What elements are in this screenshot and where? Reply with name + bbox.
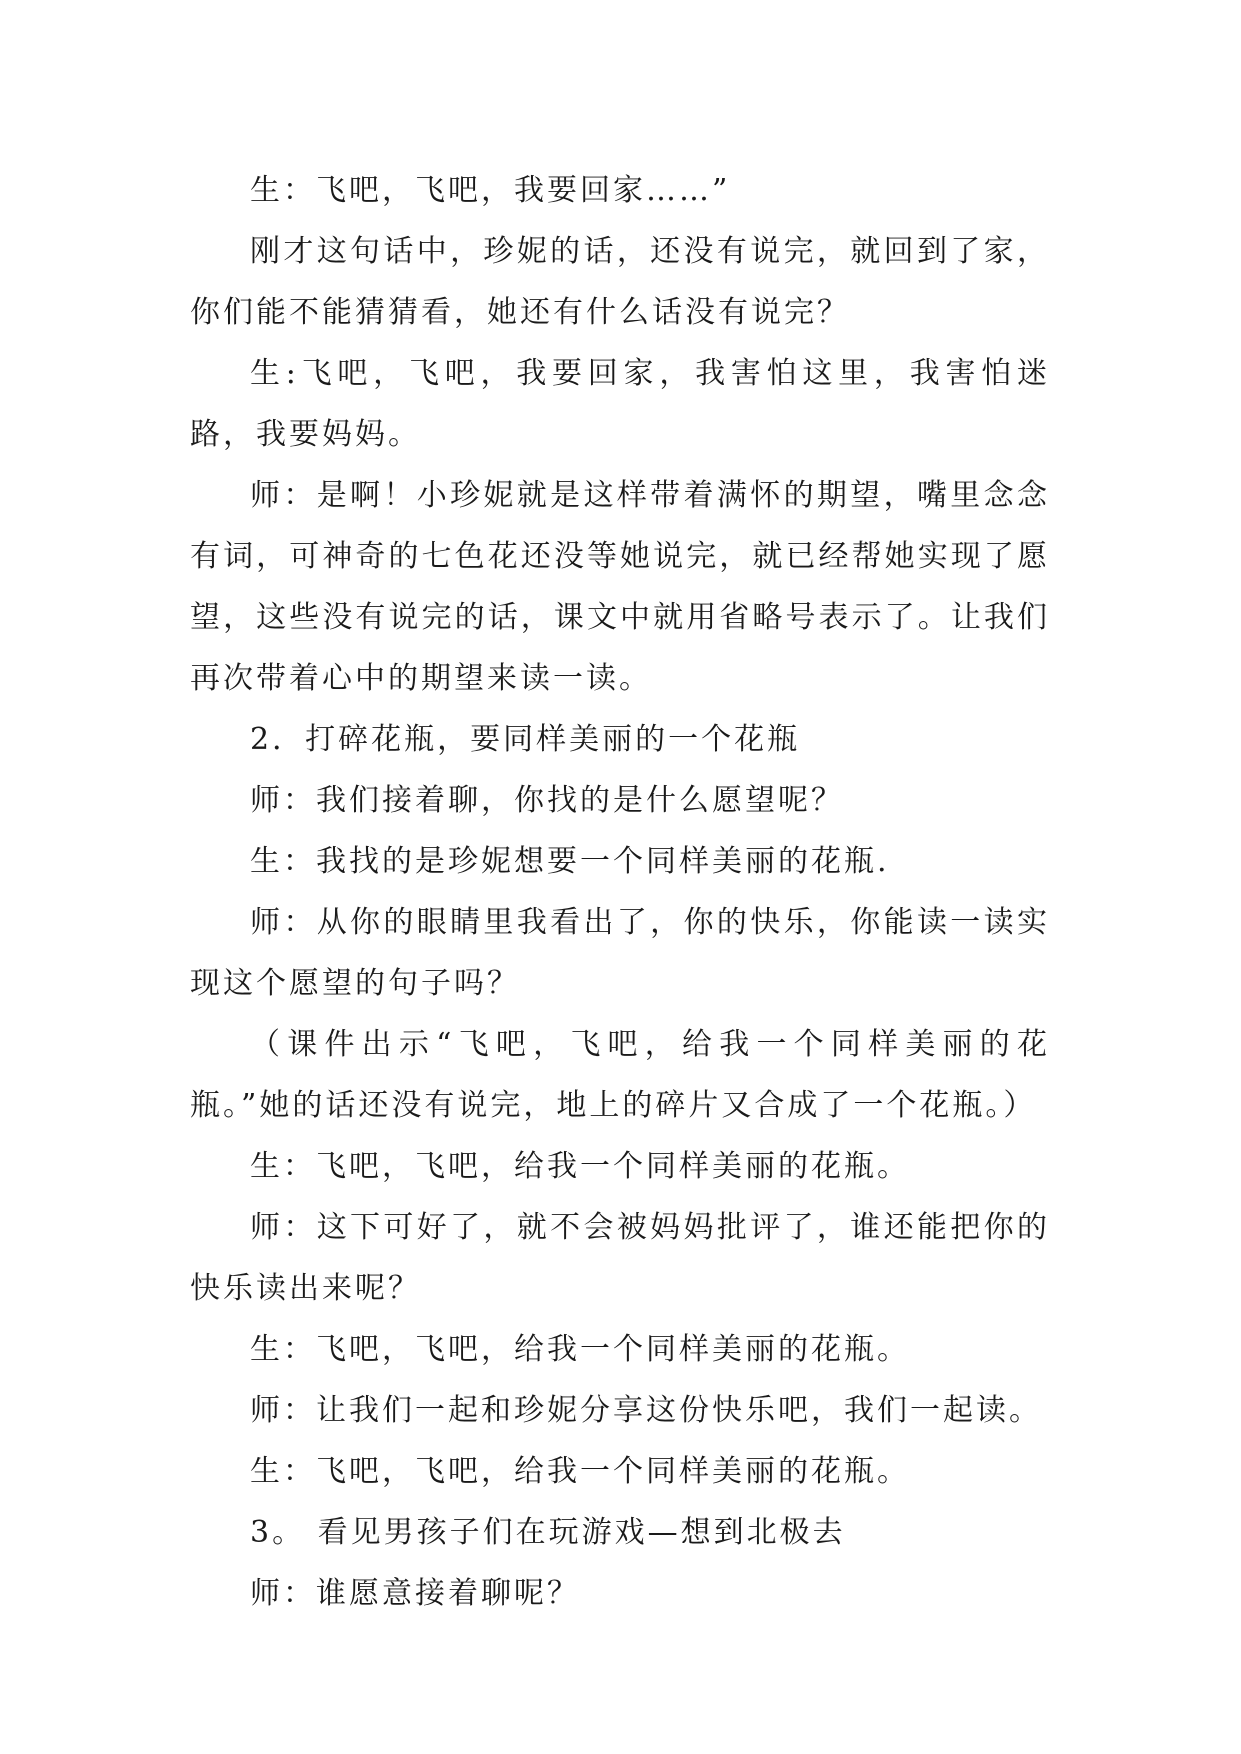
paragraph-student-line-3: 生：我找的是珍妮想要一个同样美丽的花瓶. [250,844,890,879]
paragraph-teacher-prompt-3: 师：让我们一起和珍妮分享这份快乐吧，我们一起读。 [250,1393,1042,1428]
paragraph-courseware-note: （课件出示“飞吧，飞吧，给我一个同样美丽的花瓶。”她的话还没有说完，地上的碎片又合成了一个花瓶。） [190,1027,1050,1123]
paragraph-student-line-4: 生：飞吧，飞吧，给我一个同样美丽的花瓶。 [250,1149,910,1184]
paragraph-student-line-6: 生：飞吧，飞吧，给我一个同样美丽的花瓶。 [250,1454,910,1489]
paragraph-teacher-question-3: 师：谁愿意接着聊呢？ [250,1576,580,1611]
paragraph-student-line-2: 生:飞吧，飞吧，我要回家，我害怕这里，我害怕迷路，我要妈妈。 [190,356,1050,452]
section-heading-2: 2．打碎花瓶，要同样美丽的一个花瓶 [250,722,801,757]
paragraph-teacher-prompt-1: 师：从你的眼睛里我看出了，你的快乐，你能读一读实现这个愿望的句子吗？ [190,905,1050,1001]
paragraph-teacher-question-1: 刚才这句话中，珍妮的话，还没有说完，就回到了家，你们能不能猜猜看，她还有什么话没有说完？ [190,234,1050,330]
paragraph-student-line-5: 生：飞吧，飞吧，给我一个同样美丽的花瓶。 [250,1332,910,1367]
paragraph-teacher-question-2: 师：我们接着聊，你找的是什么愿望呢？ [250,783,844,818]
document-page [190,160,1050,1624]
paragraph-student-line-1: 生：飞吧，飞吧，我要回家……” [250,173,731,208]
paragraph-teacher-prompt-2: 师：这下可好了，就不会被妈妈批评了，谁还能把你的快乐读出来呢？ [190,1210,1050,1306]
paragraph-teacher-explanation: 师：是啊！小珍妮就是这样带着满怀的期望，嘴里念念有词，可神奇的七色花还没等她说完，就已经帮她实现了愿望，这些没有说完的话，课文中就用省略号表示了。让我们再次带着心中的期望来读一读。 [190,478,1050,696]
section-heading-3: 3。 看见男孩子们在玩游戏—想到北极去 [250,1515,846,1550]
